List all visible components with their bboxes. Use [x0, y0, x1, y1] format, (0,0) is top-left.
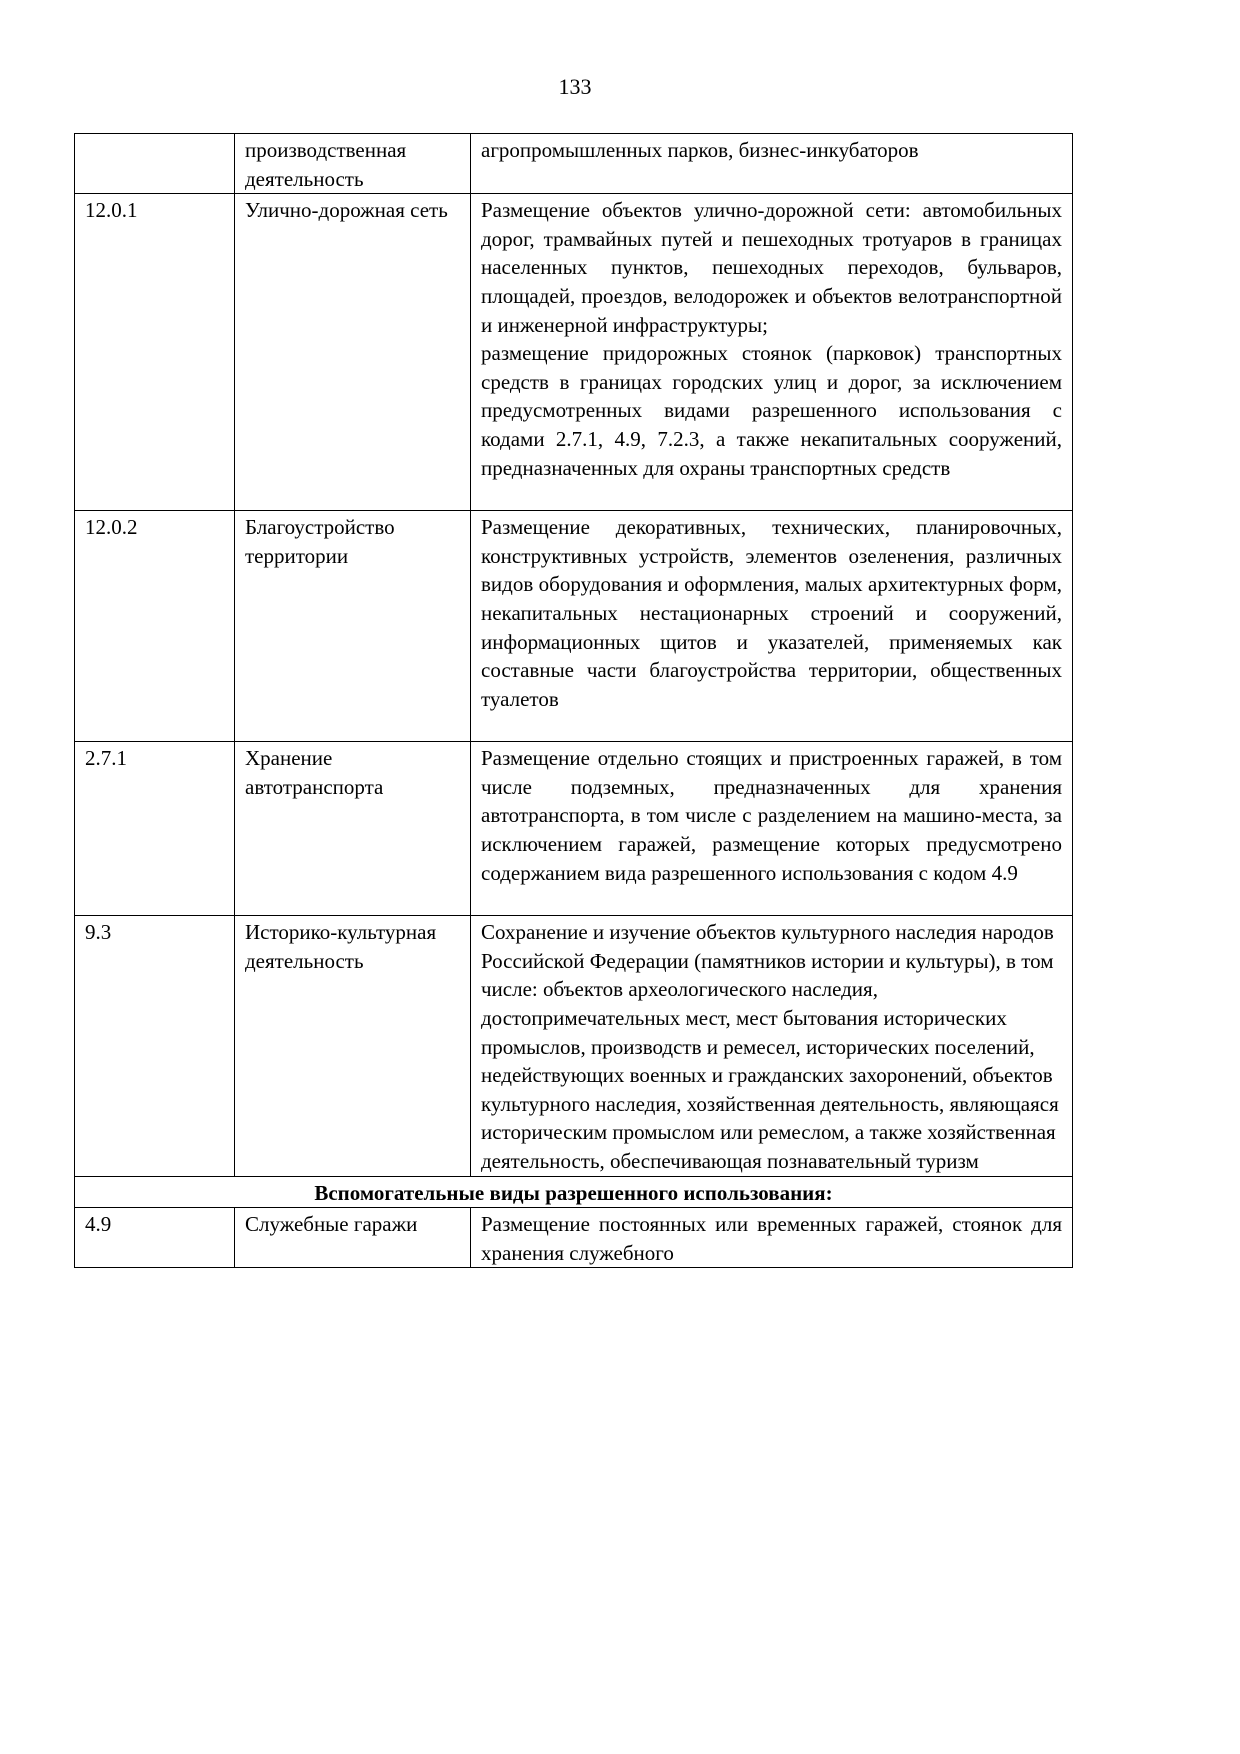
table-row	[75, 742, 1073, 916]
description-cell	[471, 194, 1073, 511]
description-paragraph: Размещение отдельно стоящих и пристроенных гаражей, в том числе подземных, предназначенных для хранения автотранспорта, в том числе с разделением на машино-места, за исключением гаражей, размещение которых предусмотрено содержанием вида разрешенного использования с кодом 4.9	[481, 746, 1062, 885]
description-cell: Размещение постоянных или временных гаражей, стоянок для хранения служебного	[471, 1208, 1073, 1268]
description-paragraph: Размещение объектов улично-дорожной сети: автомобильных дорог, трамвайных путей и пешеходных тротуаров в границах населенных пунктов, пешеходных переходов, бульваров, площадей, проездов, велодорожек и объектов велотранспортной и инженерной инфраструктуры;	[481, 198, 1062, 337]
description-paragraph: Размещение декоративных, технических, планировочных, конструктивных устройств, элементов озеленения, различных видов оборудования и оформления, малых архитектурных форм, некапитальных нестационарных строений и сооружений, информационных щитов и указателей, применяемых как составные части благоустройства территории, общественных туалетов	[481, 515, 1062, 711]
description-cell	[471, 742, 1073, 916]
name-cell: Хранение автотранспорта	[235, 742, 471, 916]
table-row	[75, 134, 1073, 194]
section-title: Вспомогательные виды разрешенного использования:	[75, 1176, 1073, 1208]
page-number: 133	[558, 74, 592, 99]
section-header-row	[75, 1176, 1073, 1208]
table-row	[75, 916, 1073, 1176]
table-row	[75, 194, 1073, 511]
code-cell: 12.0.1	[75, 194, 235, 511]
name-cell: производственная деятельность	[235, 134, 471, 194]
code-cell: 2.7.1	[75, 742, 235, 916]
name-cell: Благоустройство территории	[235, 511, 471, 742]
code-cell: 4.9	[75, 1208, 235, 1268]
description-paragraph: размещение придорожных стоянок (парковок) транспортных средств в границах городских улиц и дорог, за исключением предусмотренных видами разрешенного использования с кодами 2.7.1, 4.9, 7.2.3, а также некапитальных сооружений, предназначенных для охраны транспортных средств	[481, 341, 1062, 480]
table-row	[75, 1208, 1073, 1268]
land-use-table	[74, 133, 1073, 1268]
description-cell: Сохранение и изучение объектов культурного наследия народов Российской Федерации (памятников истории и культуры), в том числе: объектов археологического наследия, достопримечательных мест, мест бытования исторических промыслов, производств и ремесел, исторических поселений, недействующих военных и гражданских захоронений, объектов культурного наследия, хозяйственная деятельность, являющаяся историческим промыслом или ремеслом, а также хозяйственная деятельность, обеспечивающая познавательный туризм	[471, 916, 1073, 1176]
code-cell	[75, 134, 235, 194]
name-cell: Историко-культурная деятельность	[235, 916, 471, 1176]
description-cell: агропромышленных парков, бизнес-инкубаторов	[471, 134, 1073, 194]
code-cell: 12.0.2	[75, 511, 235, 742]
name-cell: Улично-дорожная сеть	[235, 194, 471, 511]
name-cell: Служебные гаражи	[235, 1208, 471, 1268]
code-cell: 9.3	[75, 916, 235, 1176]
table-row	[75, 511, 1073, 742]
description-cell	[471, 511, 1073, 742]
